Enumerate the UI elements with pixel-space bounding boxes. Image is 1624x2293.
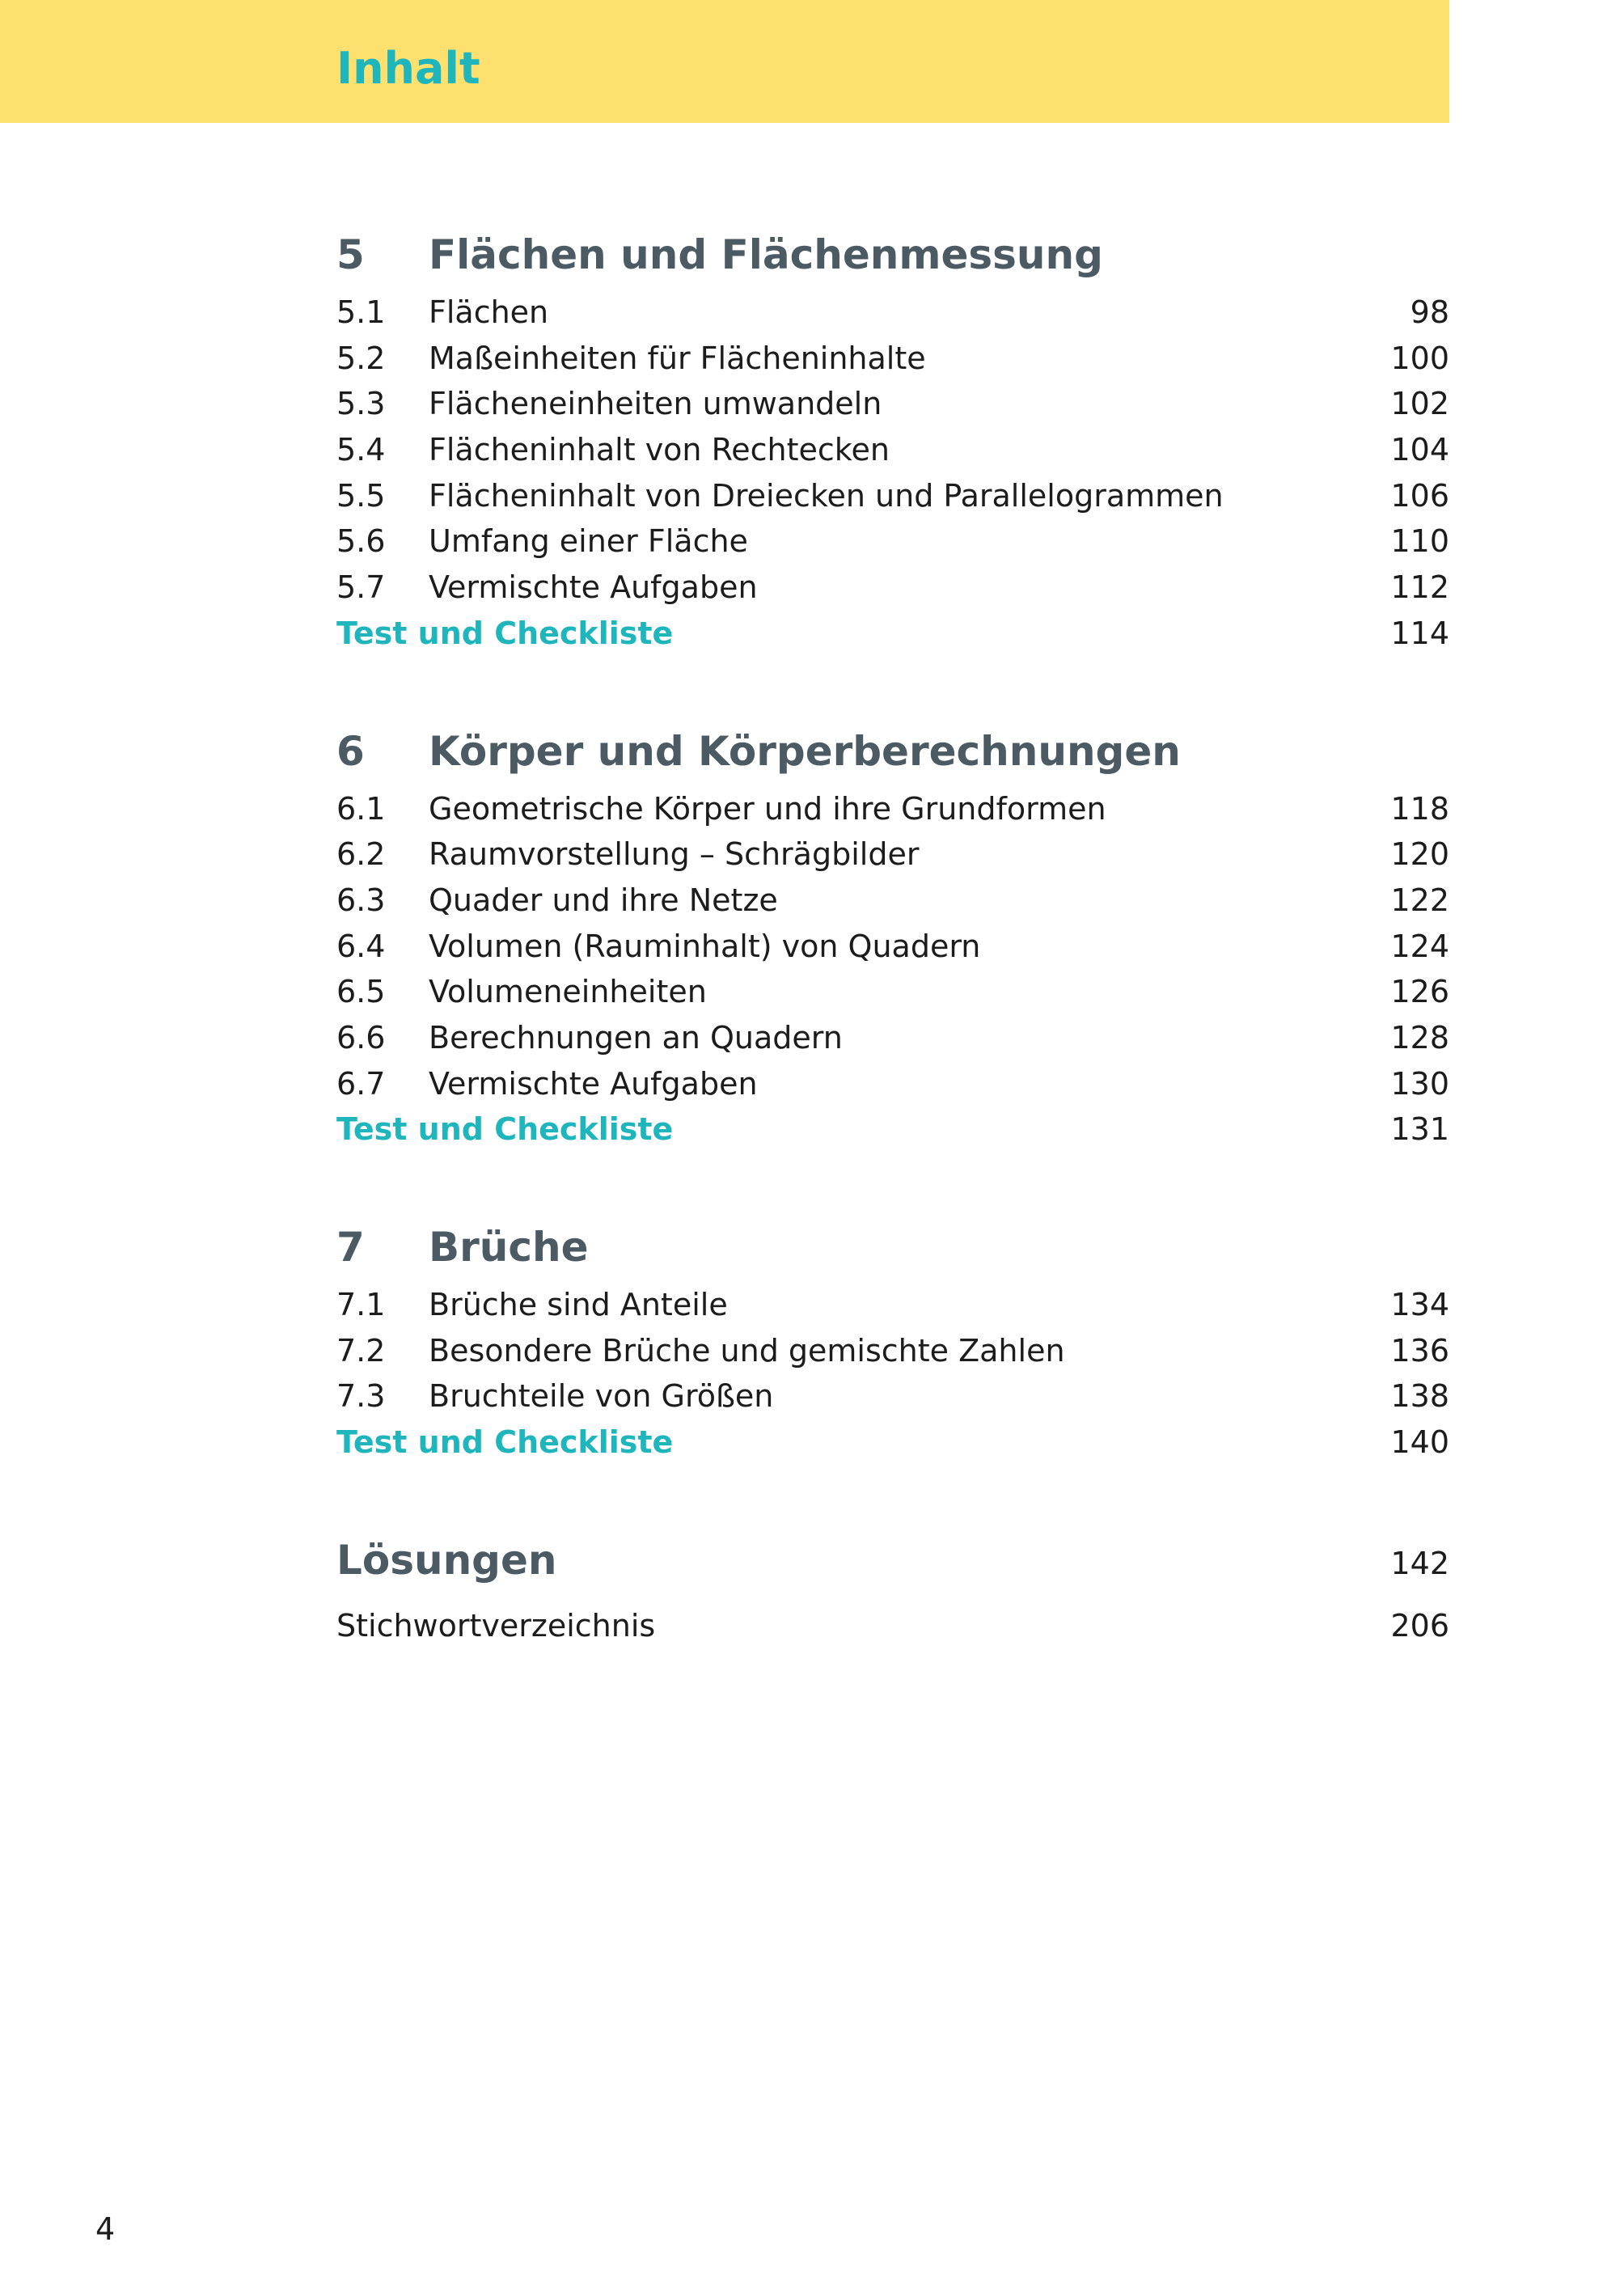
solutions-page: 142 (1390, 1545, 1449, 1581)
entry-number: 6.4 (336, 928, 386, 964)
checklist-title: Test und Checkliste (336, 615, 674, 651)
toc-entry[interactable] (336, 294, 1449, 341)
entry-title: Besondere Brüche und gemischte Zahlen (429, 1332, 1065, 1369)
entry-number: 5.5 (336, 477, 386, 514)
solutions-entry[interactable] (336, 1537, 1449, 1605)
checklist-entry[interactable] (336, 1111, 1449, 1157)
index-title: Stichwortverzeichnis (336, 1607, 656, 1644)
entry-title: Flächeneinheiten umwandeln (429, 386, 882, 422)
entry-number: 5.6 (336, 523, 386, 560)
entry-number: 5.7 (336, 569, 386, 606)
entry-page: 98 (1410, 294, 1449, 330)
toc-entry[interactable] (336, 1020, 1449, 1066)
checklist-title: Test und Checkliste (336, 1111, 674, 1148)
header-band (0, 0, 1449, 123)
toc-entry[interactable] (336, 569, 1449, 616)
entry-number: 6.5 (336, 974, 386, 1010)
entry-page: 114 (1390, 615, 1449, 651)
toc-entry[interactable] (336, 1066, 1449, 1112)
entry-number: 5.1 (336, 294, 386, 330)
chapter-number: 5 (336, 231, 365, 278)
entry-title: Quader und ihre Netze (429, 882, 778, 918)
entry-number: 5.3 (336, 386, 386, 422)
entry-title: Maßeinheiten für Flächeninhalte (429, 340, 926, 376)
entry-title: Volumeneinheiten (429, 974, 707, 1010)
entry-page: 134 (1390, 1287, 1449, 1322)
index-page: 206 (1390, 1607, 1449, 1644)
entry-page: 130 (1390, 1065, 1449, 1102)
chapter-title: Brüche (429, 1224, 589, 1271)
entry-title: Volumen (Rauminhalt) von Quadern (429, 928, 981, 964)
entry-page: 126 (1390, 974, 1449, 1010)
entry-page: 100 (1390, 340, 1449, 376)
entry-page: 140 (1390, 1424, 1449, 1461)
entry-page: 124 (1390, 928, 1449, 964)
table-of-contents (336, 231, 1449, 1644)
toc-entry[interactable] (336, 882, 1449, 929)
entry-number: 5.4 (336, 432, 386, 468)
checklist-entry[interactable] (336, 1424, 1449, 1470)
entry-title: Berechnungen an Quadern (429, 1019, 843, 1056)
entry-page: 131 (1390, 1111, 1449, 1148)
chapter-5 (336, 231, 1449, 662)
index-entry[interactable] (336, 1608, 1449, 1644)
entry-page: 104 (1390, 432, 1449, 468)
entry-title: Geometrische Körper und ihre Grundformen (429, 790, 1106, 827)
entry-number: 6.2 (336, 836, 386, 873)
entry-title: Flächen (429, 294, 549, 330)
toc-entry[interactable] (336, 836, 1449, 882)
toc-entry[interactable] (336, 432, 1449, 478)
entry-page: 118 (1390, 790, 1449, 827)
entry-page: 102 (1390, 386, 1449, 422)
entry-title: Vermischte Aufgaben (429, 569, 758, 606)
toc-entry[interactable] (336, 386, 1449, 432)
toc-entry[interactable] (336, 523, 1449, 569)
checklist-entry[interactable] (336, 616, 1449, 662)
chapter-heading[interactable] (336, 1224, 1449, 1287)
entry-number: 7.2 (336, 1332, 386, 1369)
entry-page: 122 (1390, 882, 1449, 918)
entry-title: Flächeninhalt von Rechtecken (429, 432, 890, 468)
entry-page: 112 (1390, 569, 1449, 606)
entry-number: 5.2 (336, 340, 386, 376)
entry-page: 128 (1390, 1019, 1449, 1056)
chapter-heading[interactable] (336, 231, 1449, 294)
entry-number: 6.3 (336, 882, 386, 918)
toc-entry[interactable] (336, 478, 1449, 524)
entry-page: 120 (1390, 836, 1449, 873)
toc-entry[interactable] (336, 341, 1449, 387)
checklist-title: Test und Checkliste (336, 1424, 674, 1461)
entry-number: 7.1 (336, 1287, 386, 1322)
chapter-title: Flächen und Flächenmessung (429, 231, 1103, 278)
page-number: 4 (95, 2211, 116, 2247)
solutions-title: Lösungen (336, 1536, 557, 1584)
toc-entry[interactable] (336, 1287, 1449, 1333)
toc-entry[interactable] (336, 791, 1449, 837)
entry-number: 6.1 (336, 790, 386, 827)
entry-page: 136 (1390, 1332, 1449, 1369)
chapter-number: 6 (336, 727, 365, 775)
toc-entry[interactable] (336, 1333, 1449, 1379)
entry-title: Umfang einer Fläche (429, 523, 748, 560)
entry-title: Flächeninhalt von Dreiecken und Parallelogrammen (429, 477, 1224, 514)
chapter-7 (336, 1224, 1449, 1470)
entry-number: 6.6 (336, 1019, 386, 1056)
chapter-number: 7 (336, 1224, 365, 1271)
toc-entry[interactable] (336, 1378, 1449, 1424)
entry-title: Bruchteile von Größen (429, 1378, 774, 1415)
entry-page: 110 (1390, 523, 1449, 560)
entry-page: 106 (1390, 477, 1449, 514)
entry-title: Raumvorstellung – Schrägbilder (429, 836, 920, 873)
entry-number: 6.7 (336, 1065, 386, 1102)
entry-number: 7.3 (336, 1378, 386, 1415)
toc-entry[interactable] (336, 929, 1449, 975)
page-title: Inhalt (336, 43, 480, 94)
chapter-title: Körper und Körperberechnungen (429, 727, 1181, 775)
chapter-heading[interactable] (336, 728, 1449, 791)
entry-title: Vermischte Aufgaben (429, 1065, 758, 1102)
toc-entry[interactable] (336, 974, 1449, 1020)
entry-page: 138 (1390, 1378, 1449, 1415)
entry-title: Brüche sind Anteile (429, 1287, 728, 1322)
chapter-6 (336, 728, 1449, 1158)
